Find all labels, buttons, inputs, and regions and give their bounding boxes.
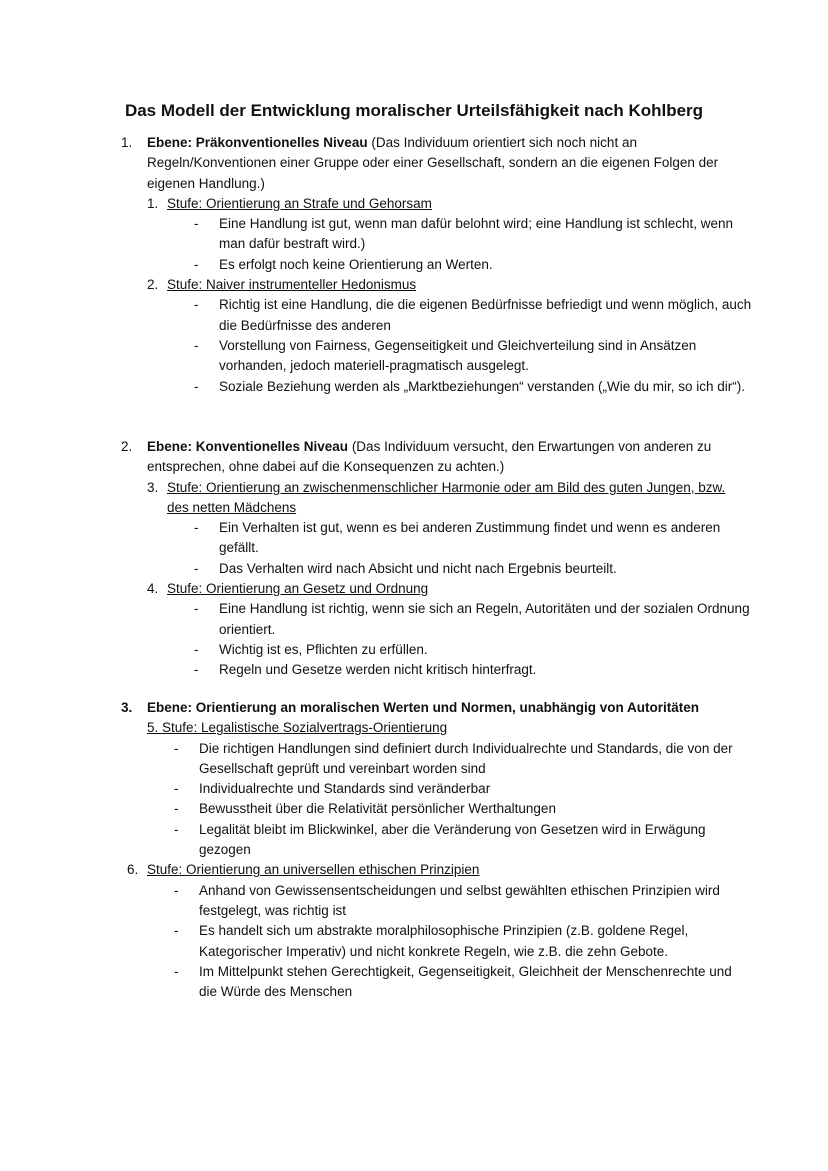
stage-title: Stufe: Naiver instrumenteller Hedonismus bbox=[167, 277, 417, 293]
bullet-marker: - bbox=[194, 560, 199, 576]
bullet-marker: - bbox=[194, 601, 199, 617]
stage-5 bbox=[147, 718, 747, 860]
bullet-marker: - bbox=[174, 923, 179, 939]
list-item: - Es handelt sich um abstrakte moralphilosophische Prinzipien (z.B. goldene Regel, Kategorischer Imperativ) und nicht konkrete Regeln, wie z.B. die zehn Gebote. bbox=[174, 923, 689, 959]
list-item: - Legalität bleibt im Blickwinkel, aber die Veränderung von Gesetzen wird in Erwägung gezogen bbox=[174, 821, 706, 858]
level-number: 1. bbox=[121, 135, 133, 150]
stage-2 bbox=[147, 275, 752, 397]
bullet-list bbox=[167, 599, 750, 680]
bullet-marker: - bbox=[194, 520, 199, 536]
bullet-marker: - bbox=[174, 801, 179, 817]
list-item: - Die richtigen Handlungen sind definiert durch Individualrechte und Standards, die von der Gesellschaft geprüft und vereinbart worden sind bbox=[174, 740, 733, 776]
list-item: - Wichtig ist es, Pflichten zu erfüllen. bbox=[167, 640, 759, 660]
bullet-list bbox=[167, 295, 752, 396]
level-heading-text: (Das Individuum orientiert sich noch nicht an Regeln/Konventionen einer Gruppe oder einer Gesellschaft, sondern an die eigenen Folgen der eigenen Handlung.) bbox=[147, 135, 719, 191]
list-item: - Eine Handlung ist richtig, wenn sie sich an Regeln, Autoritäten und der sozialen Ordnung orientiert. bbox=[194, 601, 750, 637]
bullet-marker: - bbox=[174, 963, 179, 979]
level-heading-bold: Ebene: Präkonventionelles Niveau bbox=[147, 135, 368, 150]
stage-1 bbox=[147, 194, 747, 275]
bullet-marker: - bbox=[194, 378, 199, 394]
level-heading bbox=[147, 437, 747, 478]
bullet-marker: - bbox=[174, 821, 179, 837]
bullet-marker: - bbox=[194, 641, 199, 657]
list-item: - Es erfolgt noch keine Orientierung an Werten. bbox=[167, 255, 759, 275]
stage-number: 3. bbox=[147, 479, 159, 495]
level-number: 3. bbox=[121, 700, 133, 715]
stage-title: Stufe: Orientierung an universellen ethischen Prinzipien bbox=[147, 862, 480, 878]
list-item: - Richtig ist eine Handlung, die die eigenen Bedürfnisse befriedigt und wenn möglich, auch die Bedürfnisse des anderen bbox=[194, 297, 752, 333]
bullet-marker: - bbox=[194, 662, 199, 678]
page-title: Das Modell der Entwicklung moralischer Urteilsfähigkeit nach Kohlberg bbox=[124, 101, 704, 120]
bullet-list bbox=[147, 739, 747, 861]
list-item: - Individualrechte und Standards sind veränderbar bbox=[147, 779, 739, 799]
list-item: - Ein Verhalten ist gut, wenn es bei anderen Zustimmung findet und wenn es anderen gefällt. bbox=[194, 520, 721, 556]
stage-number: 4. bbox=[147, 581, 159, 597]
list-item: - Anhand von Gewissensentscheidungen und selbst gewählten ethischen Prinzipien wird festgelegt, was richtig ist bbox=[174, 882, 720, 918]
stage-3 bbox=[147, 478, 747, 579]
stage-title: Stufe: Orientierung an Gesetz und Ordnung bbox=[167, 581, 429, 597]
stage-4 bbox=[147, 579, 750, 680]
bullet-marker: - bbox=[194, 297, 199, 313]
bullet-marker: - bbox=[194, 256, 199, 272]
level-1-section bbox=[121, 133, 752, 397]
stage-number: 6. bbox=[127, 862, 139, 878]
list-item: - Im Mittelpunkt stehen Gerechtigkeit, Gegenseitigkeit, Gleichheit der Menschenrechte und die Würde des Menschen bbox=[174, 963, 732, 1000]
list-item: - Vorstellung von Fairness, Gegenseitigkeit und Gleichverteilung sind in Ansätzen vorhanden, jedoch materiell-pragmatisch ausgelegt. bbox=[194, 337, 697, 374]
bullet-list bbox=[147, 881, 747, 1003]
level-heading-bold: Ebene: Konventionelles Niveau bbox=[147, 439, 349, 454]
bullet-marker: - bbox=[174, 740, 179, 756]
bullet-marker: - bbox=[194, 216, 199, 232]
stage-number: 2. bbox=[147, 277, 159, 293]
level-3-section bbox=[121, 698, 747, 1002]
list-item: - Regeln und Gesetze werden nicht kritisch hinterfragt. bbox=[167, 660, 759, 680]
bullet-marker: - bbox=[174, 781, 179, 797]
level-heading bbox=[147, 698, 747, 718]
level-heading bbox=[147, 133, 747, 194]
level-number: 2. bbox=[121, 439, 133, 454]
stage-title: Stufe: Orientierung an Strafe und Gehorsam bbox=[167, 195, 432, 211]
list-item: - Eine Handlung ist gut, wenn man dafür belohnt wird; eine Handlung ist schlecht, wenn man dafür bestraft wird.) bbox=[194, 216, 734, 252]
list-item: - Das Verhalten wird nach Absicht und nicht nach Ergebnis beurteilt. bbox=[167, 559, 759, 579]
bullet-list bbox=[167, 518, 747, 579]
level-heading-text: (Das Individuum versucht, den Erwartungen von anderen zu entsprechen, ohne dabei auf die Konsequenzen zu achten.) bbox=[147, 439, 712, 475]
stage-number: 1. bbox=[147, 195, 159, 211]
stage-title: Stufe: Orientierung an zwischenmenschlicher Harmonie oder am Bild des guten Jungen, bzw. des netten Mädchens bbox=[167, 479, 726, 515]
stage-6 bbox=[127, 860, 747, 1002]
stage-title: 5. Stufe: Legalistische Sozialvertrags-Orientierung bbox=[147, 720, 448, 736]
bullet-marker: - bbox=[194, 337, 199, 353]
list-item: - Soziale Beziehung werden als „Marktbeziehungen“ verstanden („Wie du mir, so ich dir“). bbox=[167, 377, 759, 397]
list-item: - Bewusstheit über die Relativität persönlicher Werthaltungen bbox=[147, 799, 739, 819]
level-2-section bbox=[121, 437, 750, 681]
level-heading-bold: Ebene: Orientierung an moralischen Werten und Normen, unabhängig von Autoritäten bbox=[147, 700, 700, 715]
bullet-marker: - bbox=[174, 882, 179, 898]
bullet-list bbox=[167, 214, 747, 275]
